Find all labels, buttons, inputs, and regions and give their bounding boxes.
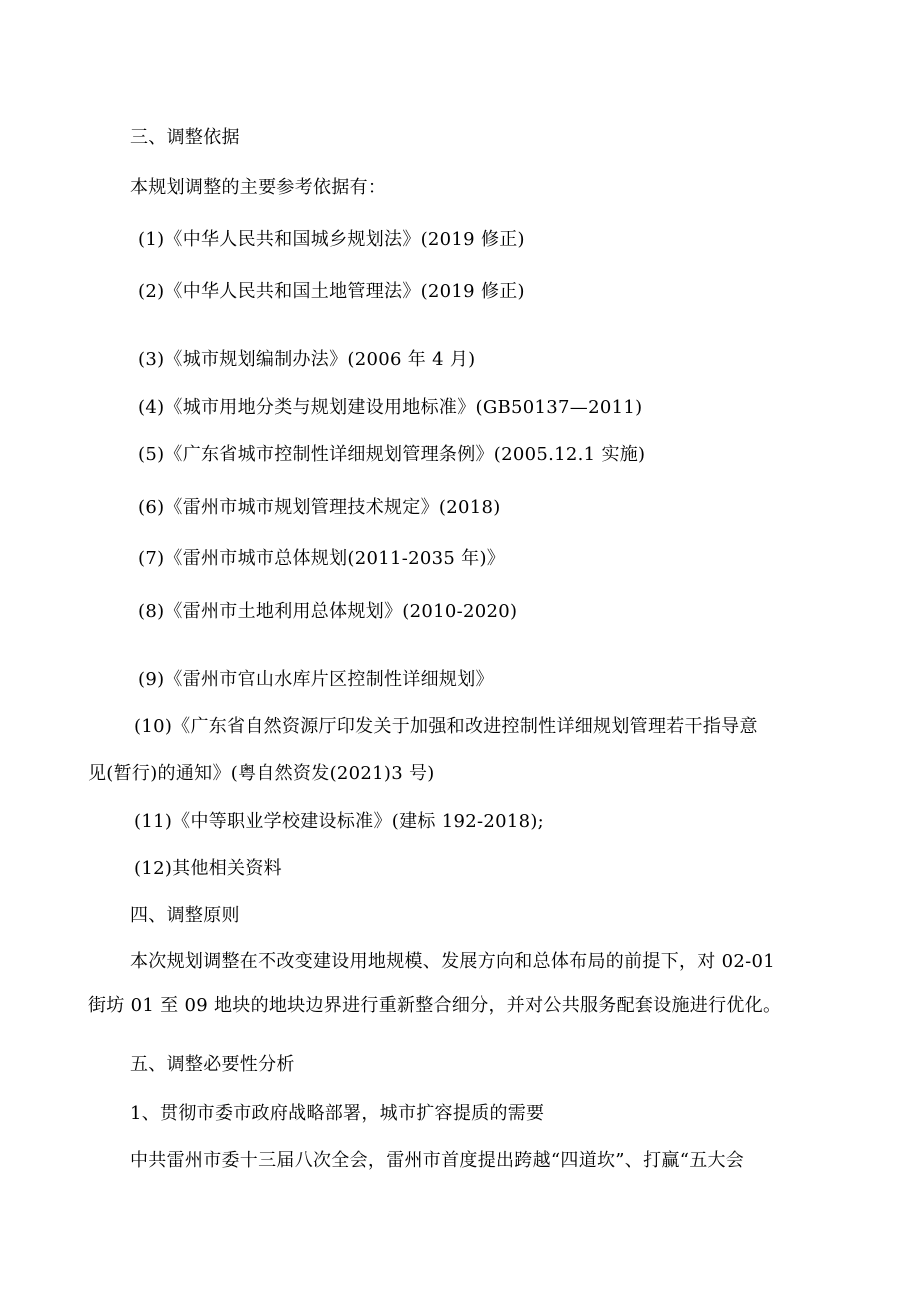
reference-item-11: (11)《中等职业学校建设标准》(建标 192-2018); — [134, 811, 545, 832]
reference-item-5: (5)《广东省城市控制性详细规划管理条例》(2005.12.1 实施) — [138, 444, 646, 465]
reference-item-12: (12)其他相关资料 — [134, 858, 282, 879]
principle-paragraph-line1: 本次规划调整在不改变建设用地规模、发展方向和总体布局的前提下，对 02-01 — [130, 951, 776, 972]
reference-item-10-line2: 见(暂行)的通知》(粤自然资发(2021)3 号) — [88, 763, 435, 784]
reference-item-4: (4)《城市用地分类与规划建设用地标准》(GB50137—2011) — [138, 397, 643, 418]
last-paragraph: 中共雷州市委十三届八次全会，雷州市首度提出跨越“四道坎”、打赢“五大会 — [130, 1150, 745, 1171]
principle-paragraph-line2: 街坊 01 至 09 地块的地块边界进行重新整合细分，并对公共服务配套设施进行优化。 — [88, 995, 782, 1016]
reference-item-3: (3)《城市规划编制办法》(2006 年 4 月) — [138, 349, 476, 370]
reference-item-8: (8)《雷州市土地利用总体规划》(2010-2020) — [138, 601, 518, 622]
section-heading-3: 三、调整依据 — [130, 127, 240, 148]
reference-item-7: (7)《雷州市城市总体规划(2011-2035 年)》 — [138, 548, 506, 569]
reference-item-9: (9)《雷州市官山水库片区控制性详细规划》 — [138, 669, 494, 690]
reference-item-10-line1: (10)《广东省自然资源厅印发关于加强和改进控制性详细规划管理若干指导意 — [134, 716, 758, 737]
reference-item-2: (2)《中华人民共和国土地管理法》(2019 修正) — [138, 281, 525, 302]
intro-paragraph: 本规划调整的主要参考依据有： — [130, 177, 387, 198]
section-heading-4: 四、调整原则 — [130, 905, 240, 926]
reference-item-1: (1)《中华人民共和国城乡规划法》(2019 修正) — [138, 229, 525, 250]
section-heading-5: 五、调整必要性分析 — [130, 1054, 295, 1075]
subheading-1: 1、贯彻市委市政府战略部署，城市扩容提质的需要 — [130, 1103, 545, 1124]
reference-item-6: (6)《雷州市城市规划管理技术规定》(2018) — [138, 497, 501, 518]
